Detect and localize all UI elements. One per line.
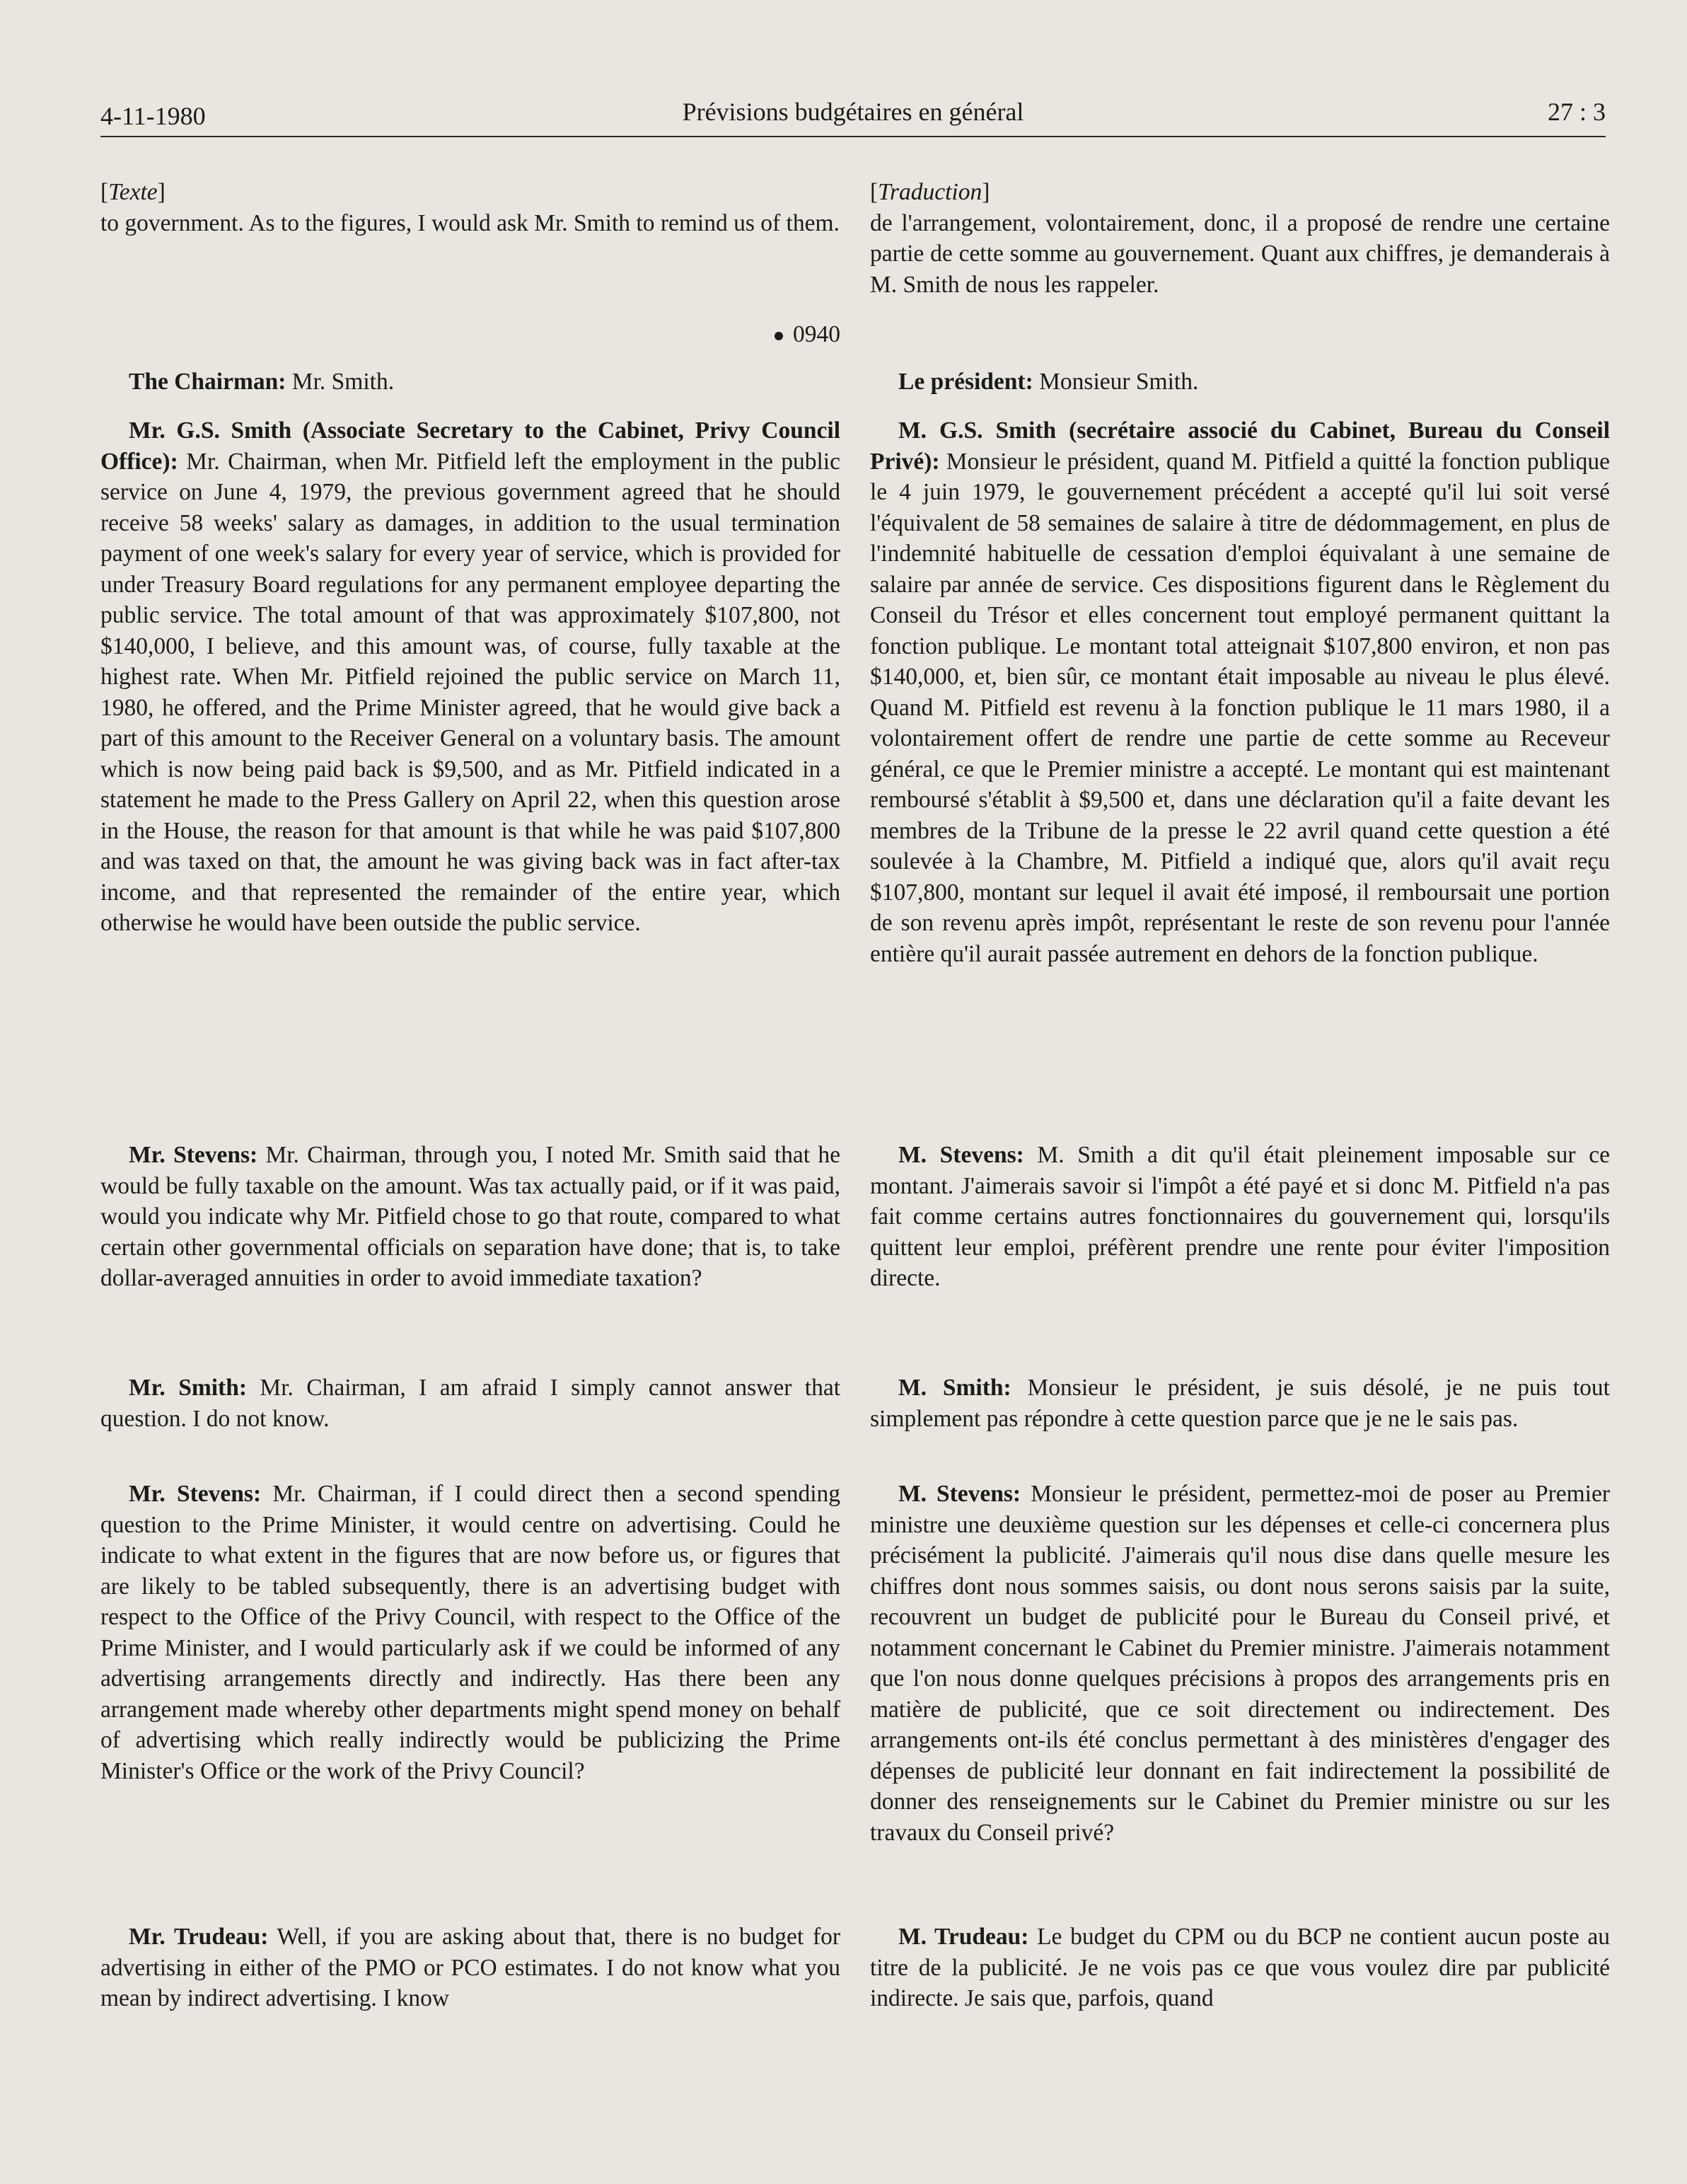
speech-text: Monsieur le président, permettez-moi de poser au Premier ministre une deuxième question sur les dépenses et celle-ci concernera plus précisément la publicité. J'aimerais qu'il nous dise dans quelle mesure les chiffres dont nous sommes saisis, ou dont nous serons saisis par la suite, recouvrent un budget de publicité pour le Bureau du Conseil privé, et notamment concernant le Cabinet du Premier ministre. J'aimerais notamment que l'on nous donne quelques précisions à propos des arrangements pris en matière de publicité, que ce soit directement ou indirectement. Des arrangements ont-ils été conclus permettant à des ministères d'engager des dépenses de publicité leur donnant en fait indirectement la possibilité de donner des renseignements sur le Cabinet du Premier ministre ou sur les travaux du Conseil privé? [870,1481,1611,1846]
speaker-name: M. Stevens: [898,1481,1021,1507]
speaker-name: The Chairman: [129,369,286,395]
entry-stevens-fr-1 [870,1140,1610,1294]
speaker-name: M. Stevens: [898,1142,1024,1168]
speech-text: Mr. Chairman, when Mr. Pitfield left the employment in the public service on June 4, 1979, the previous government agreed that he should receive 58 weeks' salary as damages, in addition to the usual termination payment of one week's salary for every year of service, which is provided for under Treasury Board regulations for any permanent employee departing the public service. The total amount of that was approximately $107,800, not $140,000, I believe, and this amount was, of course, fully taxable at the highest rate. When Mr. Pitfield rejoined the public service on March 11, 1980, he offered, and the Prime Minister agreed, that he would give back a part of this amount to the Receiver General on a voluntary basis. The amount which is now being paid back is $9,500, and as Mr. Pitfield indicated in a statement he made to the Press Gallery on April 22, when this question arose in the House, the reason for that amount is that while he was paid $107,800 and was taxed on that, the amount he was giving back was in fact after-tax income, and that represented the remainder of the entire year, which otherwise he would have been outside the public service. [100,448,840,936]
speaker-name: M. Smith: [898,1375,1011,1401]
header-date: 4-11-1980 [100,102,206,130]
speech-text: Mr. Smith. [286,369,395,395]
speaker-name: Le président: [898,369,1033,395]
speaker-name: Mr. Smith: [129,1375,247,1401]
speech-text: Monsieur le président, je suis désolé, je ne puis tout simplement pas répondre à cette question parce que je ne le sais pas. [870,1375,1610,1432]
timecode: 0940 [793,321,840,347]
speech-text: Mr. Chairman, if I could direct then a second spending question to the Prime Minister, it would centre on advertising. Could he indicate to what extent in the figures that are now before us, or figures that are likely to be tabled subsequently, there is an advertising budget with respect to the Office of the Privy Council, with respect to the Office of the Prime Minister, and I would particularly ask if we could be informed of any advertising arrangements directly and indirectly. Has there been any arrangement made whereby other departments might spend money on behalf of advertising which really indirectly would be publicizing the Prime Minister's Office or the work of the Privy Council? [100,1481,840,1784]
speech-text: Monsieur Smith. [1033,369,1199,395]
speech-text: Le budget du CPM ou du BCP ne contient aucun poste au titre de la publicité. Je ne vois pas ce que vous voulez dire par publicité indirecte. Je sais que, parfois, quand [870,1924,1610,2011]
entry-stevens-fr-2 [870,1479,1610,1848]
speaker-name: M. Trudeau: [898,1924,1029,1950]
entry-trudeau-fr [870,1922,1610,2014]
speech-text: M. Smith a dit qu'il était pleinement imposable sur ce montant. J'aimerais savoir si l'impôt a été payé et si donc M. Pitfield n'a pas fait comme certains autres fonctionnaires du gouvernement qui, lorsqu'ils quittent leur emploi, préfèrent prendre une rente pour éviter l'imposition directe. [870,1142,1611,1291]
entry-president [870,366,1610,398]
speech-text: Mr. Chairman, through you, I noted Mr. Smith said that he would be fully taxable on the amount. Was tax actually paid, or if it was paid, would you indicate why Mr. Pitfield chose to go that route, compared to what certain other governmental officials on separation have done; that is, to take dollar-averaged annuities in order to avoid immediate taxation? [100,1142,840,1291]
speaker-name: M. G.S. Smith (secrétaire associé du Cabinet, Bureau du Conseil Privé): [870,417,1610,475]
speech-text: Mr. Chairman, I am afraid I simply cannot answer that question. I do not know. [100,1375,841,1432]
entry-chairman [100,366,840,398]
speech-text: Monsieur le président, quand M. Pitfield a quitté la fonction publique le 4 juin 1979, le gouvernement précédent a accepté qu'il lui soit versé l'équivalent de 58 semaines de salaire à titre de dédommagement, en plus de l'indemnité habituelle de cessation d'emploi équivalant à une semaine de salaire par année de service. Ces dispositions figurent dans le Règlement du Conseil du Trésor et elles concernent tout employé permanent quittant la fonction publique. Le montant total atteignait $107,800 environ, et non pas $140,000, et, bien sûr, ce montant était imposable au niveau le plus élevé. Quand M. Pitfield est revenu à la fonction publique le 11 mars 1980, il a volontairement offert de rendre une partie de cette somme au Receveur général, ce que le Premier ministre a accepté. Le montant qui est maintenant remboursé s'établit à $9,500 et, dans une déclaration qu'il a faite devant les membres de la Tribune de la presse le 22 avril quand cette question a été soulevée à la Chambre, M. Pitfield a indiqué que, alors qu'il avait reçu $107,800, montant sur lequel il avait été imposé, il remboursait une portion de son revenu après impôt, représentant le reste de son revenu pour l'année entière qu'il aurait passée autrement en dehors de la fonction publique. [870,448,1610,967]
header-title: Prévisions budgétaires en général [682,98,1024,126]
entry-stevens-2 [100,1479,840,1786]
entry-stevens-1 [100,1140,840,1294]
speaker-name: Mr. Stevens: [129,1142,258,1168]
speaker-name: Mr. G.S. Smith (Associate Secretary to the Cabinet, Privy Council Office): [100,417,840,475]
speaker-name: Mr. Trudeau: [129,1924,269,1950]
left-lang-block: [Texte] to government. As to the figures, I would ask Mr. Smith to remind us of them. [100,177,840,238]
speech-text: Well, if you are asking about that, there is no budget for advertising in either of the PMO or PCO estimates. I do not know what you mean by indirect advertising. I know [100,1924,841,2011]
language-tag-texte: Texte [108,179,158,205]
entry-smith-fr-1 [870,415,1610,969]
speaker-name: Mr. Stevens: [129,1481,262,1507]
page-header [100,93,1606,137]
entry-smith-1 [100,415,840,939]
timecode-marker [100,319,840,350]
right-lang-block: [Traduction] de l'arrangement, volontairement, donc, il a proposé de rendre une certaine partie de cette somme au gouvernement. Quant aux chiffres, je demanderais à M. Smith de nous les rappeler. [870,177,1610,300]
language-tag-traduction: Traduction [878,179,982,205]
entry-smith-2 [100,1373,840,1434]
right-continuation: de l'arrangement, volontairement, donc, il a proposé de rendre une certaine partie de cette somme au gouvernement. Quant aux chiffres, je demanderais à M. Smith de nous les rappeler. [870,209,1610,298]
entry-trudeau [100,1922,840,2014]
entry-smith-fr-2 [870,1373,1610,1434]
left-continuation: to government. As to the figures, I would ask Mr. Smith to remind us of them. [100,209,840,236]
header-page-number: 27 : 3 [1547,98,1606,126]
bullet-icon [775,332,783,340]
